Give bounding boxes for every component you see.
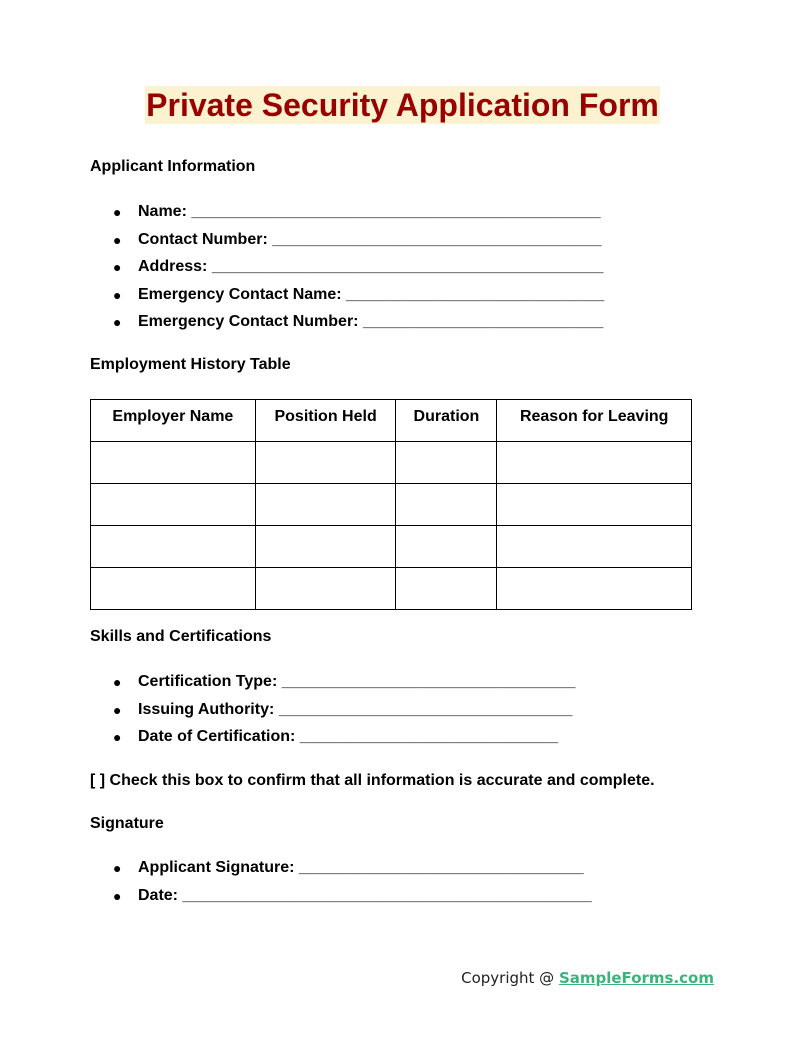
copyright-footer (461, 969, 714, 987)
field-label: Name: (138, 203, 187, 220)
field-label: Contact Number: (138, 230, 268, 248)
emergency-contact-name-field[interactable] (90, 285, 604, 313)
field-line: _____________________________ (299, 728, 558, 746)
employer-name-header: Employer Name (91, 400, 256, 442)
field-label: Date of Certification: (138, 728, 296, 746)
page-title: Private Security Application Form (146, 87, 659, 123)
table-row (91, 526, 692, 568)
bullet-icon: ● (113, 286, 122, 303)
reason-for-leaving-header: Reason for Leaving (497, 400, 692, 442)
field-label: Address: (138, 258, 208, 276)
table-cell[interactable] (396, 526, 497, 568)
bullet-icon: ● (113, 729, 122, 746)
field-label: Applicant Signature: (138, 859, 295, 876)
table-cell[interactable] (396, 442, 497, 484)
applicant-heading: Applicant Information (90, 158, 256, 175)
confirm-checkbox-text[interactable]: [ ] Check this box to confirm that all information is accurate and complete. (90, 772, 655, 789)
bullet-icon: ● (113, 204, 122, 220)
field-line: ______________________________________________ (191, 203, 601, 220)
address-field[interactable] (90, 257, 604, 285)
table-cell[interactable] (255, 484, 396, 526)
bullet-icon: ● (113, 887, 122, 904)
field-line: _____________________________ (346, 285, 605, 303)
date-of-certification-field[interactable] (90, 727, 575, 755)
contact-number-field[interactable] (90, 230, 604, 258)
table-cell[interactable] (497, 526, 692, 568)
emergency-contact-number-field[interactable] (90, 312, 604, 340)
field-line: _____________________________________ (272, 230, 602, 248)
field-label: Emergency Contact Name: (138, 285, 342, 303)
signature-date-field[interactable] (90, 886, 592, 914)
table-cell[interactable] (91, 568, 256, 610)
table-cell[interactable] (255, 526, 396, 568)
issuing-authority-field[interactable] (90, 700, 575, 728)
bullet-icon: ● (113, 701, 122, 718)
signature-fields (90, 858, 592, 913)
field-line: _________________________________ (278, 700, 573, 718)
bullet-icon: ● (113, 860, 122, 876)
table-cell[interactable] (91, 526, 256, 568)
skills-heading: Skills and Certifications (90, 628, 272, 645)
employment-heading: Employment History Table (90, 356, 291, 373)
field-label: Emergency Contact Number: (138, 313, 359, 331)
applicant-fields (90, 202, 604, 340)
title-wrapper (0, 86, 805, 124)
signature-heading: Signature (90, 815, 164, 832)
duration-header: Duration (396, 400, 497, 442)
table-cell[interactable] (396, 484, 497, 526)
table-cell[interactable] (91, 442, 256, 484)
bullet-icon: ● (113, 259, 122, 276)
field-line: ________________________________ (298, 859, 584, 876)
table-row (91, 442, 692, 484)
table-row (91, 568, 692, 610)
field-line: ______________________________________________ (182, 886, 592, 904)
field-label: Date: (138, 886, 179, 904)
employment-history-table (90, 399, 692, 610)
field-line: ___________________________ (362, 313, 604, 331)
field-label: Issuing Authority: (138, 700, 275, 718)
name-field[interactable] (90, 202, 604, 230)
table-cell[interactable] (255, 568, 396, 610)
bullet-icon: ● (113, 674, 122, 690)
skills-fields (90, 672, 575, 755)
table-cell[interactable] (497, 484, 692, 526)
field-label: Certification Type: (138, 673, 278, 690)
table-cell[interactable] (497, 442, 692, 484)
field-line: _________________________________ (281, 673, 576, 690)
table-header-row (91, 400, 692, 442)
certification-type-field[interactable] (90, 672, 575, 700)
applicant-signature-field[interactable] (90, 858, 592, 886)
bullet-icon: ● (113, 231, 122, 248)
table-row (91, 484, 692, 526)
copyright-text: Copyright @ (461, 969, 559, 987)
bullet-icon: ● (113, 314, 122, 331)
table-cell[interactable] (255, 442, 396, 484)
table-cell[interactable] (396, 568, 497, 610)
table-cell[interactable] (91, 484, 256, 526)
sampleforms-link[interactable]: SampleForms.com (558, 969, 714, 987)
position-held-header: Position Held (255, 400, 396, 442)
field-line: ____________________________________________ (211, 258, 604, 276)
table-cell[interactable] (497, 568, 692, 610)
